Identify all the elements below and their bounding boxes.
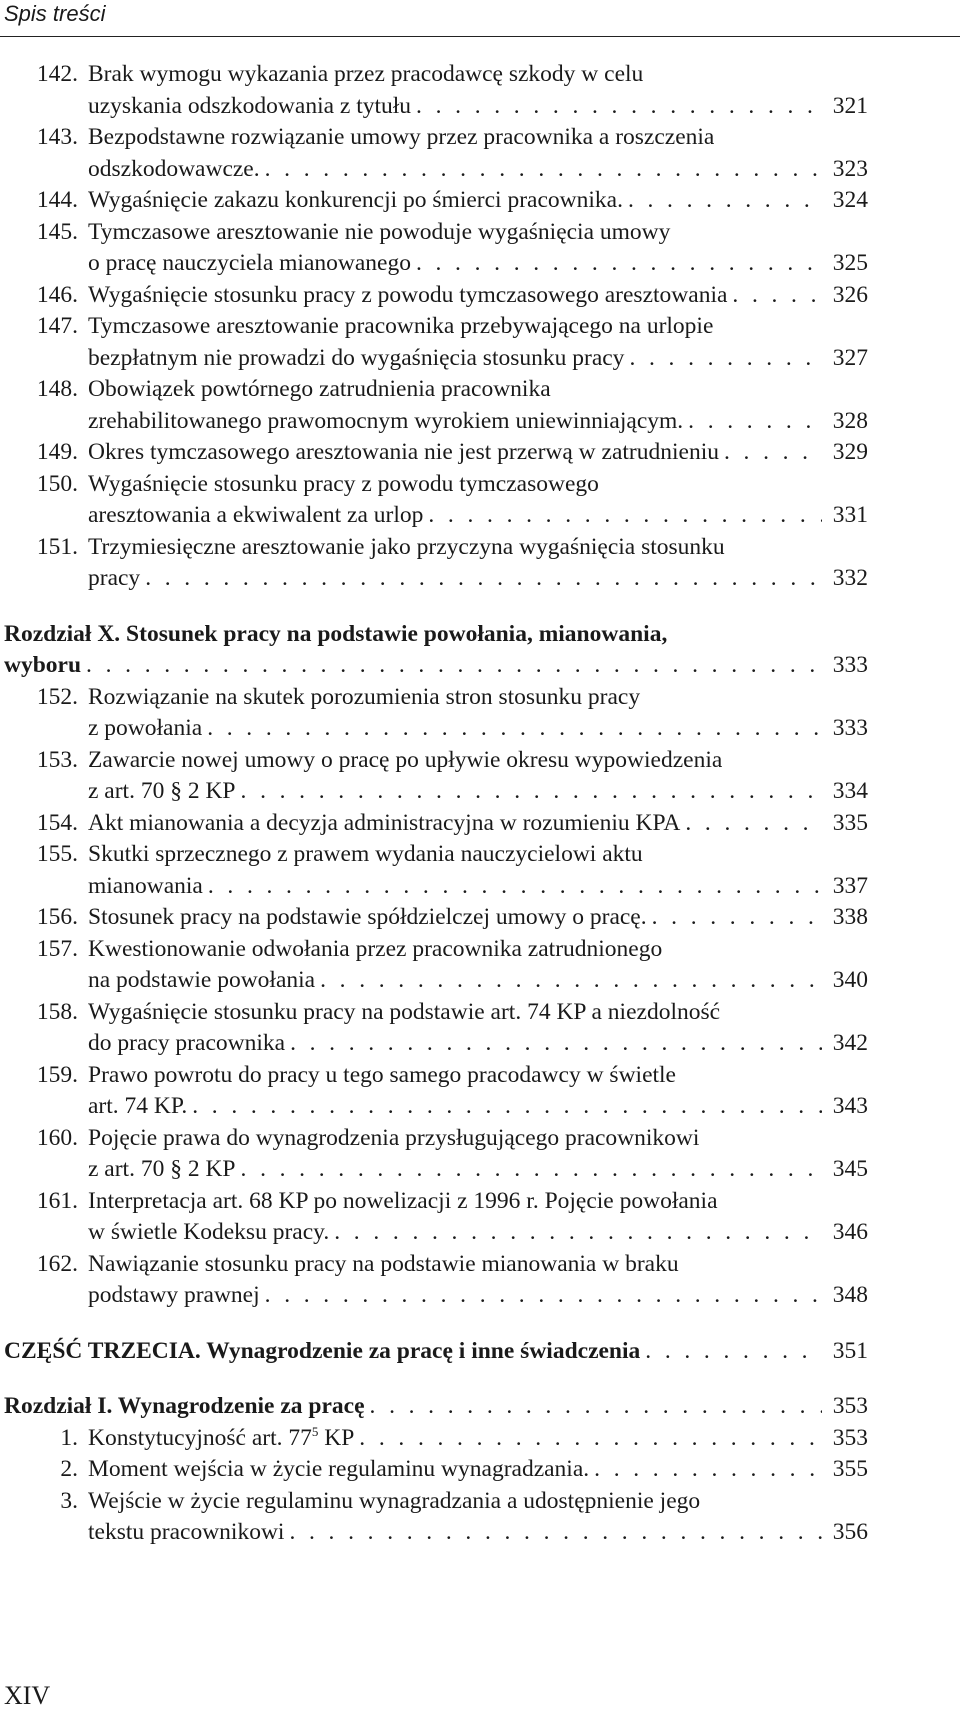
entry-final-line [88,1091,868,1123]
entry-title-text: podstawy prawnej [88,1282,260,1308]
entry-title [88,217,868,280]
superscript: 5 [311,1423,319,1439]
entry-title-line: Wejście w życie regulaminu wynagradzania a udostępnienie jego [88,1487,701,1514]
entry-title [4,1391,868,1423]
toc-entry [0,1123,960,1186]
entry-title-line: Nawiązanie stosunku pracy na podstawie mianowania w braku [88,1250,679,1277]
toc-entry [0,745,960,808]
entry-final-line [88,343,868,375]
entry-final-line [88,563,868,595]
entry-title-line [88,1454,589,1486]
toc-entry [0,185,960,217]
entry-title-text: z art. 70 § 2 KP [88,778,236,804]
dot-leader [86,650,822,682]
entry-number: 1. [60,1424,78,1451]
page-number: 333 [832,715,868,741]
entry-final-line [88,1454,868,1486]
toc-entry [0,1186,960,1249]
page-number: 332 [832,565,868,591]
entry-title-line: Tymczasowe aresztowanie pracownika przebywającego na urlopie [88,313,714,339]
dot-leader [732,280,822,312]
toc-entry [0,997,960,1060]
entry-number: 158. [36,998,78,1025]
dot-leader [208,871,822,903]
dot-leader [628,185,822,217]
entry-title-text: bezpłatnym nie prowadzi do wygaśnięcia stosunku pracy [88,344,625,371]
entry-title-text-after: KP [318,1424,355,1451]
entry-title [88,808,868,840]
page-number: 329 [832,439,868,465]
entry-title-line: Skutki sprzecznego z prawem wydania nauczycielowi aktu [88,841,643,867]
entry-title [88,374,868,437]
entry-title-line: Rozdział X. Stosunek pracy na podstawie powołania, mianowania, [4,620,668,647]
page-number: 334 [832,778,868,804]
entry-final-line [88,154,868,186]
entry-title-text: Wygaśnięcie zakazu konkurencji po śmierci pracownika. [88,187,623,213]
entry-title-line [88,1423,354,1455]
entry-title-text: pracy [88,565,141,591]
entry-number: 145. [36,218,78,245]
page-number: 323 [832,155,868,182]
entry-title-line [4,1336,640,1368]
entry-title [88,1423,868,1455]
dot-leader [359,1423,822,1455]
entry-title [88,185,868,217]
toc-entry [0,1486,960,1549]
dot-leader [241,1154,822,1186]
entry-title-line: Obowiązek powtórnego zatrudnienia pracownika [88,376,551,402]
entry-title-line: Prawo powrotu do pracy u tego samego pracodawcy w świetle [88,1061,676,1088]
entry-title-line [88,965,315,997]
entry-title-line [88,1154,236,1186]
entry-title-line [88,1028,285,1060]
dot-leader [192,1091,822,1123]
page-number: 335 [832,809,868,836]
entry-final-line [4,650,868,682]
toc-entry [0,682,960,745]
entry-final-line [88,1280,868,1312]
dot-leader [428,500,822,532]
entry-title-text: odszkodowawcze. [88,155,260,182]
page-number: 337 [832,872,868,899]
entry-final-line [88,406,868,438]
entry-number: 153. [36,746,78,773]
entry-number: 162. [36,1250,78,1277]
entry-number: 2. [60,1456,78,1482]
entry-title-line [4,1391,365,1423]
page-number: 328 [832,407,868,434]
entry-title-line [88,713,202,745]
running-head-title: Spis treści [4,1,106,26]
toc-entry [0,839,960,902]
entry-title-text: aresztowania a ekwiwalent za urlop [88,502,424,528]
page-number: 351 [832,1337,868,1364]
entry-title-line [4,650,81,682]
page-number: 327 [832,344,868,371]
entry-number: 154. [36,809,78,836]
page-folio: XIV [4,1681,51,1710]
dot-leader [320,965,822,997]
entry-title [88,532,868,595]
entry-number: 144. [36,187,78,213]
entry-title [4,1336,868,1368]
entry-title [88,1454,868,1486]
entry-number: 155. [36,841,78,867]
entry-number: 147. [36,313,78,339]
entry-title [88,1123,868,1186]
entry-title [88,839,868,902]
entry-title [88,682,868,745]
entry-final-line [88,965,868,997]
entry-number: 3. [60,1487,78,1514]
dot-leader [685,808,822,840]
entry-title [88,437,868,469]
toc-entry [0,469,960,532]
page-number: 326 [832,281,868,308]
entry-title [88,469,868,532]
entry-final-line [88,808,868,840]
entry-title-text: wyboru [4,652,82,678]
dot-leader [652,902,822,934]
entry-title-text: zrehabilitowanego prawomocnym wyrokiem uniewinniającym. [88,407,684,434]
page-number: 333 [832,652,868,678]
entry-number: 161. [36,1187,78,1214]
entry-title-line [88,500,423,532]
dot-leader [629,343,822,375]
entry-title-text: Akt mianowania a decyzja administracyjna w rozumieniu KPA [88,809,681,836]
dot-leader [241,776,822,808]
table-of-contents [0,59,960,1549]
page-number: 324 [832,187,868,213]
entry-title-line [88,91,411,123]
running-head [0,0,960,37]
entry-number: 142. [36,61,78,87]
entry-title-line [88,563,140,595]
toc-entry [0,311,960,374]
entry-number: 152. [36,683,78,710]
entry-title-text: Stosunek pracy na podstawie spółdzielczej umowy o pracę. [88,904,647,930]
entry-title-line: Tymczasowe aresztowanie nie powoduje wygaśnięcia umowy [88,218,671,245]
entry-title-line: Wygaśnięcie stosunku pracy na podstawie art. 74 KP a niezdolność [88,998,721,1025]
toc-entry [0,1423,960,1455]
toc-entry [0,437,960,469]
entry-final-line [88,776,868,808]
entry-title-text: Moment wejścia w życie regulaminu wynagradzania. [88,1456,590,1482]
toc-entry [0,374,960,437]
entry-title-line [88,776,236,808]
entry-title-line [88,154,260,186]
entry-title [4,619,868,682]
dot-leader [265,1280,822,1312]
entry-number: 160. [36,1124,78,1151]
entry-title-line [88,437,719,469]
page-number: 353 [832,1424,868,1451]
entry-title [88,1186,868,1249]
entry-final-line [88,1217,868,1249]
entry-final-line [88,91,868,123]
entry-title-line [88,185,623,217]
page-number: 338 [832,904,868,930]
entry-title-text: mianowania [88,872,203,899]
entry-final-line [88,1154,868,1186]
dot-leader [724,437,822,469]
entry-final-line [88,280,868,312]
dot-leader [334,1217,822,1249]
dot-leader [416,91,822,123]
dot-leader [207,713,822,745]
entry-final-line [88,248,868,280]
entry-title-text: na podstawie powołania [88,967,316,993]
entry-title [88,59,868,122]
entry-final-line [4,1336,868,1368]
dot-leader [416,248,822,280]
entry-title-line [88,1091,187,1123]
entry-final-line [88,902,868,934]
entry-title-line: Wygaśnięcie stosunku pracy z powodu tymczasowego [88,470,599,497]
page-number: 321 [832,92,868,119]
toc-entry [0,902,960,934]
entry-title-line [88,808,680,840]
toc-heading [0,1391,960,1423]
page-number: 356 [832,1519,868,1545]
entry-final-line [88,1517,868,1549]
entry-title-text: z art. 70 § 2 KP [88,1156,236,1182]
dot-leader [594,1454,822,1486]
entry-title-text: Konstytucyjność art. 77 [88,1424,312,1451]
toc-entry [0,59,960,122]
entry-number: 143. [36,124,78,150]
entry-title [88,311,868,374]
entry-title-line [88,406,683,438]
entry-title-text: tekstu pracownikowi [88,1519,285,1545]
entry-title-text: o pracę nauczyciela mianowanego [88,250,411,276]
page-number: 353 [832,1393,868,1419]
entry-title-line: Pojęcie prawa do wynagrodzenia przysługującego pracownikowi [88,1124,700,1151]
entry-title-line [88,280,727,312]
entry-final-line [88,1423,868,1455]
entry-title-line: Zawarcie nowej umowy o pracę po upływie okresu wypowiedzenia [88,746,723,773]
entry-title-text: z powołania [88,715,203,741]
entry-title-text: Okres tymczasowego aresztowania nie jest przerwą w zatrudnieniu [88,439,719,465]
page-number: 331 [832,502,868,528]
entry-title-line [88,1280,260,1312]
page-number: 343 [832,1093,868,1119]
entry-title-line: Interpretacja art. 68 KP po nowelizacji z 1996 r. Pojęcie powołania [88,1187,718,1214]
page-number: 342 [832,1030,868,1056]
dot-leader [145,563,822,595]
entry-title-line [88,902,647,934]
entry-title-line [88,1517,284,1549]
toc-entry [0,280,960,312]
entry-number: 157. [36,935,78,962]
entry-title-line [88,1217,329,1249]
entry-title-text: Wygaśnięcie stosunku pracy z powodu tymczasowego aresztowania [88,281,728,308]
dot-leader [289,1517,822,1549]
page-number: 345 [832,1156,868,1182]
entry-number: 146. [36,281,78,308]
entry-final-line [4,1391,868,1423]
entry-final-line [88,713,868,745]
toc-entry [0,808,960,840]
entry-title-text: Rozdział I. Wynagrodzenie za pracę [4,1393,365,1419]
entry-title-line: Kwestionowanie odwołania przez pracownika zatrudnionego [88,935,663,962]
entry-title-line [88,248,411,280]
entry-final-line [88,185,868,217]
entry-number: 149. [36,439,78,465]
entry-title-line: Rozwiązanie na skutek porozumienia stron stosunku pracy [88,683,641,710]
entry-title-text: CZĘŚĆ TRZECIA. Wynagrodzenie za pracę i inne świadczenia [4,1337,641,1364]
toc-entry [0,217,960,280]
entry-title-line: Trzymiesięczne aresztowanie jako przyczyna wygaśnięcia stosunku [88,533,725,560]
toc-heading [0,619,960,682]
page-number: 355 [832,1456,868,1482]
dot-leader [265,154,822,186]
page-number: 346 [832,1219,868,1245]
toc-entry [0,934,960,997]
dot-leader [645,1336,822,1368]
entry-title [88,1060,868,1123]
toc-entry [0,1454,960,1486]
toc-entry [0,122,960,185]
entry-final-line [88,500,868,532]
toc-heading [0,1336,960,1368]
dot-leader [688,406,822,438]
toc-entry [0,1060,960,1123]
entry-title [88,122,868,185]
entry-number: 150. [36,470,78,497]
entry-final-line [88,871,868,903]
entry-title [88,280,868,312]
entry-title [88,745,868,808]
entry-title-line [88,871,203,903]
toc-entry [0,1249,960,1312]
entry-title-text: do pracy pracownika [88,1030,286,1056]
dot-leader [290,1028,822,1060]
entry-title-line: Brak wymogu wykazania przez pracodawcę szkody w celu [88,61,644,87]
page-number: 348 [832,1282,868,1308]
entry-final-line [88,1028,868,1060]
entry-title [88,1486,868,1549]
entry-title [88,1249,868,1312]
entry-title-text: w świetle Kodeksu pracy. [88,1219,330,1245]
page-number: 340 [832,967,868,993]
entry-title [88,997,868,1060]
entry-number: 148. [36,376,78,402]
toc-entry [0,532,960,595]
entry-number: 151. [36,533,78,560]
entry-number: 156. [36,904,78,930]
entry-title-text: art. 74 KP. [88,1093,188,1119]
entry-number: 159. [36,1061,78,1088]
entry-title-text: uzyskania odszkodowania z tytułu [88,92,412,119]
entry-title-line: Bezpodstawne rozwiązanie umowy przez pracownika a roszczenia [88,124,715,150]
dot-leader [370,1391,822,1423]
entry-final-line [88,437,868,469]
entry-title [88,902,868,934]
entry-title-line [88,343,624,375]
page-number: 325 [832,250,868,276]
entry-title [88,934,868,997]
